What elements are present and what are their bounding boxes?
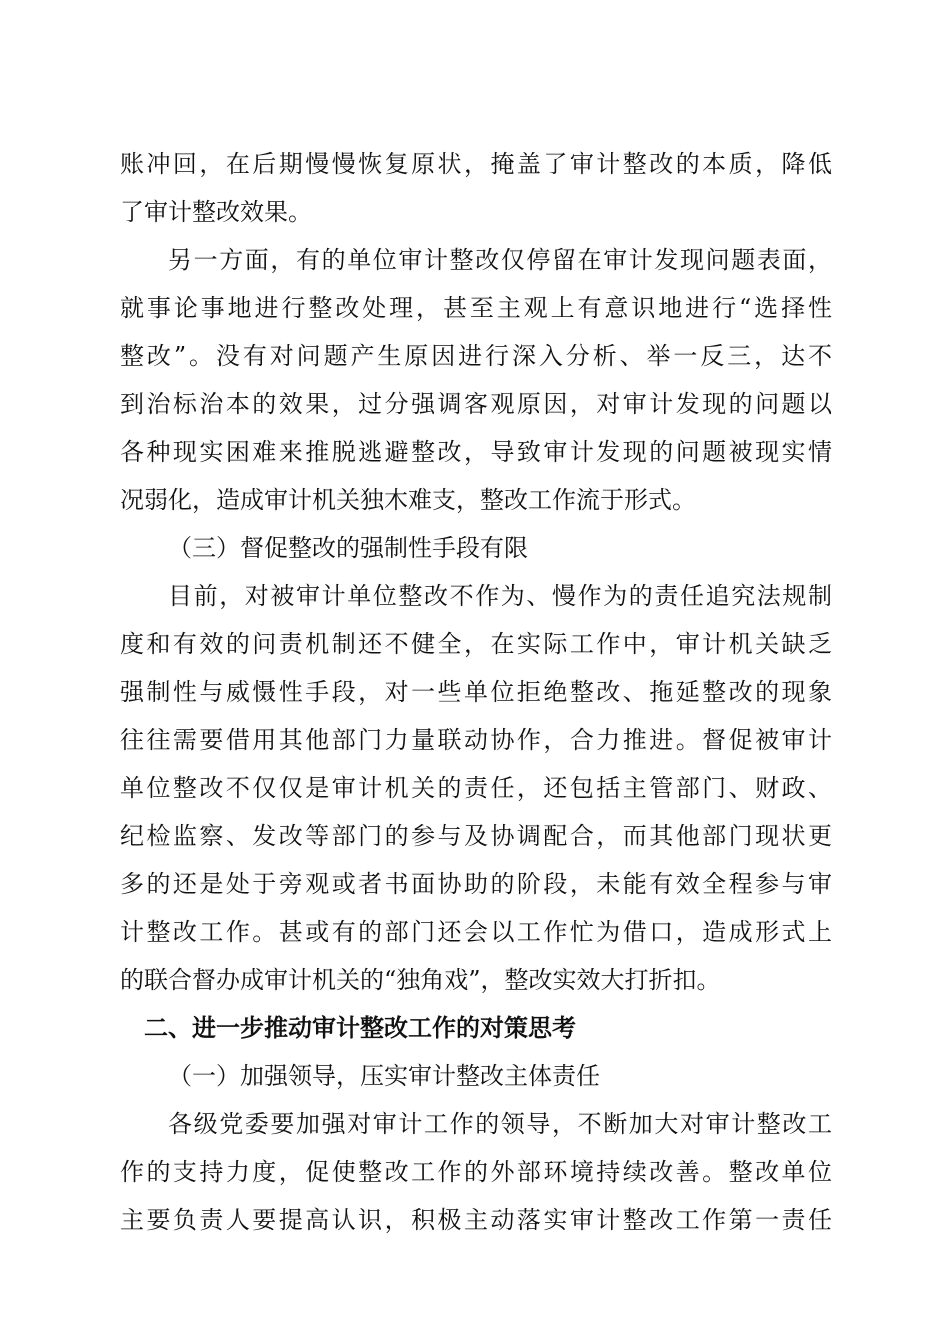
- paragraph-line: 整改”。没有对问题产生原因进行深入分析、举一反三，达不: [120, 342, 832, 370]
- paragraph-line: 目前，对被审计单位整改不作为、慢作为的责任追究法规制: [168, 582, 832, 610]
- paragraph-line: 账冲回，在后期慢慢恢复原状，掩盖了审计整改的本质，降低: [120, 150, 832, 178]
- paragraph-line: 多的还是处于旁观或者书面协助的阶段，未能有效全程参与审: [120, 870, 832, 898]
- chapter-heading: 二、进一步推动审计整改工作的对策思考: [144, 1014, 576, 1042]
- section-heading: （三）督促整改的强制性手段有限: [168, 534, 528, 562]
- paragraph-line: 了审计整改效果。: [120, 198, 312, 226]
- paragraph-line: 各级党委要加强对审计工作的领导，不断加大对审计整改工: [168, 1110, 832, 1138]
- paragraph-line: 单位整改不仅仅是审计机关的责任，还包括主管部门、财政、: [120, 774, 832, 802]
- paragraph-line: 计整改工作。甚或有的部门还会以工作忙为借口，造成形式上: [120, 918, 832, 946]
- paragraph-line: 度和有效的问责机制还不健全，在实际工作中，审计机关缺乏: [120, 630, 832, 658]
- paragraph-line: 就事论事地进行整改处理，甚至主观上有意识地进行“选择性: [120, 294, 832, 322]
- paragraph-line: 各种现实困难来推脱逃避整改，导致审计发现的问题被现实情: [120, 438, 832, 466]
- paragraph-line: 往往需要借用其他部门力量联动协作，合力推进。督促被审计: [120, 726, 832, 754]
- paragraph-line: 到治标治本的效果，过分强调客观原因，对审计发现的问题以: [120, 390, 832, 418]
- paragraph-line: 另一方面，有的单位审计整改仅停留在审计发现问题表面，: [168, 246, 832, 274]
- paragraph-line: 纪检监察、发改等部门的参与及协调配合，而其他部门现状更: [120, 822, 832, 850]
- paragraph-line: 强制性与威慑性手段，对一些单位拒绝整改、拖延整改的现象: [120, 678, 832, 706]
- section-heading: （一）加强领导，压实审计整改主体责任: [168, 1062, 600, 1090]
- paragraph-line: 况弱化，造成审计机关独木难支，整改工作流于形式。: [120, 486, 696, 514]
- paragraph-line: 作的支持力度，促使整改工作的外部环境持续改善。整改单位: [120, 1158, 832, 1186]
- paragraph-line: 的联合督办成审计机关的“独角戏”，整改实效大打折扣。: [120, 966, 721, 994]
- paragraph-line: 主要负责人要提高认识，积极主动落实审计整改工作第一责任: [120, 1206, 832, 1234]
